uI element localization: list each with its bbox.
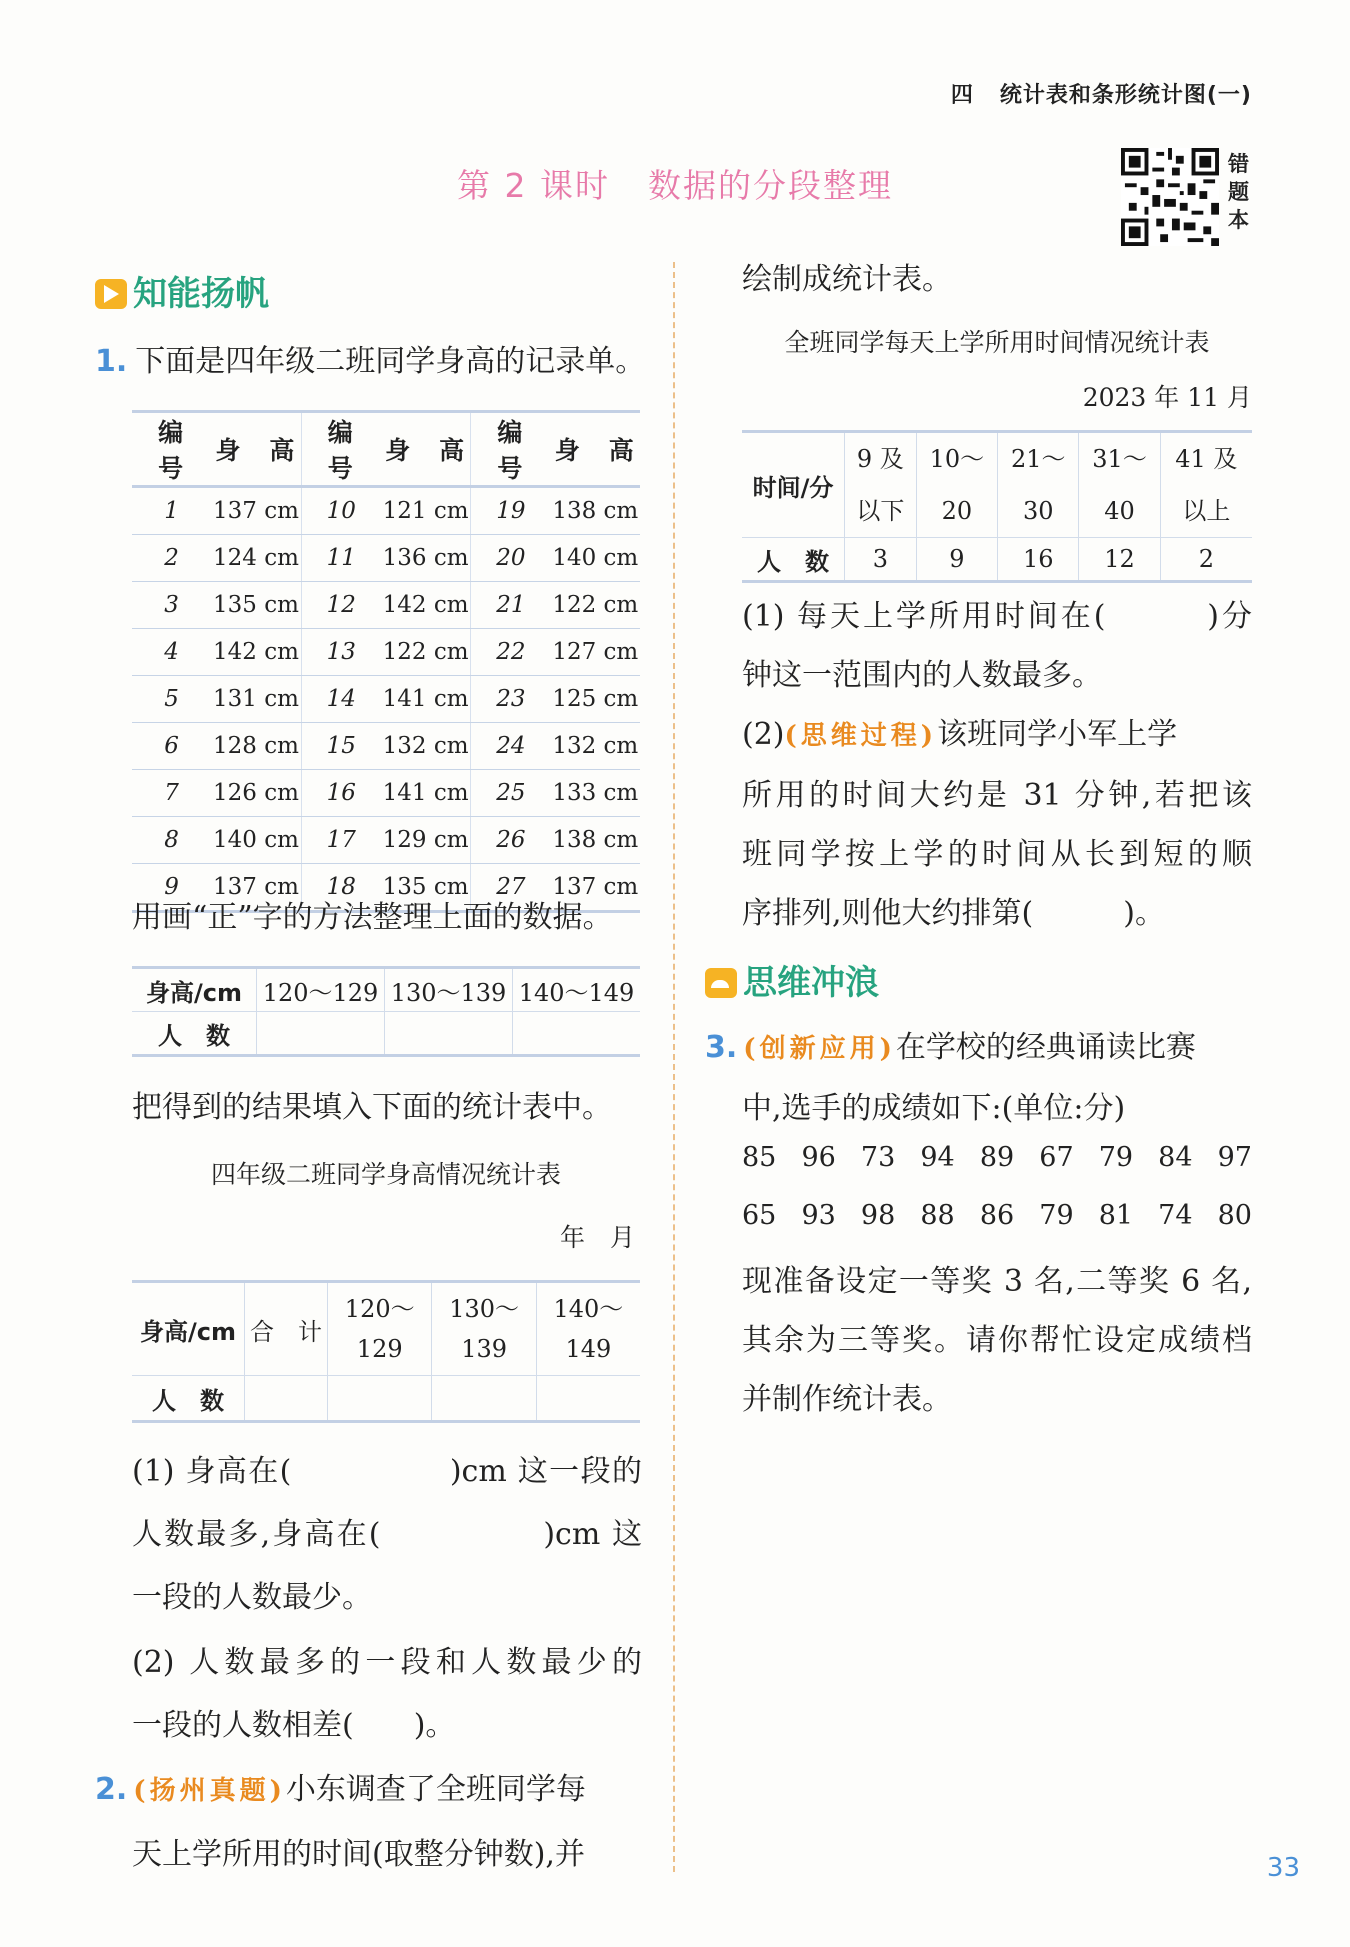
q1-number: 1. [95, 344, 128, 379]
score-value: 81 [1098, 1200, 1134, 1231]
height-cell: 135 cm [211, 582, 301, 629]
stat-cell[interactable] [536, 1376, 640, 1422]
stat-cell[interactable] [432, 1376, 536, 1422]
score-value: 79 [1098, 1142, 1134, 1173]
chapter-title: 统计表和条形统计图(一) [999, 83, 1252, 108]
height-cell: 128 cm [211, 723, 301, 770]
height-cell: 138 cm [551, 817, 640, 864]
score-value: 97 [1217, 1142, 1252, 1173]
column-divider [673, 262, 675, 1872]
q2-prompt-continued: 绘制成统计表。 [742, 262, 952, 297]
score-value: 88 [920, 1200, 955, 1231]
student-number-cell: 13 [301, 629, 381, 676]
student-number-cell: 1 [132, 487, 211, 535]
height-stat-table-date: 年 月 [559, 1223, 635, 1252]
lesson-number: 第 2 课时 [457, 166, 610, 205]
wave-icon [705, 968, 737, 998]
student-number-cell: 24 [471, 723, 551, 770]
student-number-cell: 7 [132, 770, 211, 817]
student-number-cell: 25 [471, 770, 551, 817]
lesson-name: 数据的分段整理 [647, 166, 893, 205]
tally-table: 身高/cm 120～129 130～139 140～149 人 数 [132, 966, 640, 1057]
student-number-cell: 17 [301, 817, 381, 864]
q1-subquestion-1: (1) 身高在( )cm 这一段的 人数最多,身高在( )cm 这 一段的人数最少。 [132, 1454, 642, 1615]
tally-instruction: 用画“正”字的方法整理上面的数据。 [132, 900, 613, 935]
section-title-siwei: 思维冲浪 [705, 955, 879, 1004]
table-row [132, 582, 640, 629]
height-cell: 138 cm [551, 487, 640, 535]
q3-number: 3. [705, 1030, 738, 1065]
scores-row-2 [742, 1200, 1252, 1231]
height-cell: 141 cm [381, 676, 471, 723]
student-number-cell: 5 [132, 676, 211, 723]
student-number-cell: 4 [132, 629, 211, 676]
score-value: 79 [1039, 1200, 1074, 1231]
score-value: 93 [801, 1200, 836, 1231]
height-cell: 132 cm [551, 723, 640, 770]
table-row [132, 817, 640, 864]
score-value: 65 [742, 1200, 777, 1231]
height-cell: 141 cm [381, 770, 471, 817]
height-cell: 142 cm [211, 629, 301, 676]
table-row [132, 676, 640, 723]
height-stat-table: 身高/cm 合 计 120～ 129 130～ 139 140～ 149 人 数 [132, 1280, 640, 1423]
height-cell: 122 cm [551, 582, 640, 629]
score-value: 85 [742, 1142, 777, 1173]
q2-prompt: 2. (扬州真题)小东调查了全班同学每 天上学所用的时间(取整分钟数),并 [95, 1772, 586, 1872]
table-row [132, 535, 640, 582]
score-value: 86 [979, 1200, 1015, 1231]
table-row [132, 629, 640, 676]
height-cell: 127 cm [551, 629, 640, 676]
score-value: 73 [860, 1142, 896, 1173]
student-number-cell: 10 [301, 487, 381, 535]
time-stat-table: 时间/分 9 及 以下 10～ 20 21～ 30 31～ 40 41 及 以上 人 数 3 9 16 12 2 [742, 430, 1252, 583]
student-number-cell: 20 [471, 535, 551, 582]
score-value: 89 [979, 1142, 1015, 1173]
q2-tag: (扬州真题) [133, 1776, 286, 1806]
chapter-number: 四 [950, 83, 974, 108]
q2-number: 2. [95, 1772, 128, 1807]
sail-flag-icon [95, 279, 127, 309]
height-cell: 122 cm [381, 629, 471, 676]
student-number-cell: 18 [301, 864, 381, 912]
q1-subquestion-2: (2) 人数最多的一段和人数最少的 一段的人数相差( )。 [132, 1645, 642, 1743]
qr-label: 错 题 本 [1228, 152, 1249, 232]
height-cell: 126 cm [211, 770, 301, 817]
q1-prompt: 1. 下面是四年级二班同学身高的记录单。 [95, 344, 646, 379]
q2-subquestion-1: (1) 每天上学所用时间在( )分 钟这一范围内的人数最多。 [742, 599, 1252, 693]
height-cell: 140 cm [551, 535, 640, 582]
student-number-cell: 26 [471, 817, 551, 864]
student-number-cell: 6 [132, 723, 211, 770]
section-title-zhineng: 知能扬帆 [95, 266, 269, 315]
height-cell: 133 cm [551, 770, 640, 817]
student-number-cell: 21 [471, 582, 551, 629]
q3-instructions: 现准备设定一等奖 3 名,二等奖 6 名, 其余为三等奖。请你帮忙设定成绩档 并制作统计表。 [742, 1264, 1252, 1417]
height-cell: 140 cm [211, 817, 301, 864]
height-cell: 136 cm [381, 535, 471, 582]
q3-tag: (创新应用) [743, 1034, 896, 1064]
table-row [132, 723, 640, 770]
stat-cell[interactable] [245, 1376, 328, 1422]
height-cell: 137 cm [211, 864, 301, 912]
height-record-table: 编 号 身 高 编 号 身 高 编 号 身 高 1 137 cm 10 121 cm 19 138 cm 2 124 cm 11 136 cm 20 140 cm 3 135 cm 12 142 cm 21 122 cm 4 142 cm 13 122 cm 22 127 cm 5 131 cm 14 141 cm 23 125 cm 6 128 cm 15 132 cm 24 132 cm 7 126 cm 16 141 cm 25 133 cm 8 140 cm 17 129 cm 26 138 cm 9 137 cm 18 135 cm 27 137 cm [132, 410, 640, 913]
score-value: 74 [1158, 1200, 1193, 1231]
student-number-cell: 14 [301, 676, 381, 723]
height-cell: 137 cm [551, 864, 640, 912]
time-stat-table-title: 全班同学每天上学所用时间情况统计表 [784, 328, 1210, 357]
height-cell: 129 cm [381, 817, 471, 864]
score-value: 67 [1039, 1142, 1074, 1173]
stat-cell[interactable] [328, 1376, 432, 1422]
student-number-cell: 27 [471, 864, 551, 912]
table-row [132, 770, 640, 817]
student-number-cell: 15 [301, 723, 381, 770]
student-number-cell: 12 [301, 582, 381, 629]
time-stat-table-date: 2023 年 11 月 [1082, 383, 1252, 412]
height-cell: 137 cm [211, 487, 301, 535]
score-value: 80 [1217, 1200, 1252, 1231]
student-number-cell: 19 [471, 487, 551, 535]
score-value: 98 [860, 1200, 896, 1231]
tally-cell[interactable] [257, 1012, 385, 1056]
height-cell: 124 cm [211, 535, 301, 582]
fill-instruction: 把得到的结果填入下面的统计表中。 [132, 1090, 612, 1125]
height-cell: 132 cm [381, 723, 471, 770]
student-number-cell: 8 [132, 817, 211, 864]
student-number-cell: 3 [132, 582, 211, 629]
student-number-cell: 9 [132, 864, 211, 912]
height-cell: 125 cm [551, 676, 640, 723]
student-number-cell: 2 [132, 535, 211, 582]
student-number-cell: 22 [471, 629, 551, 676]
student-number-cell: 11 [301, 535, 381, 582]
qr-code-icon[interactable] [1120, 148, 1220, 246]
height-cell: 142 cm [381, 582, 471, 629]
score-value: 84 [1158, 1142, 1193, 1173]
chapter-header [951, 78, 1252, 109]
table-row [132, 487, 640, 535]
score-value: 96 [801, 1142, 836, 1173]
height-cell: 121 cm [381, 487, 471, 535]
q3-prompt: 3. (创新应用)在学校的经典诵读比赛 中,选手的成绩如下:(单位:分) [705, 1030, 1196, 1126]
page-number: 33 [1266, 1853, 1300, 1883]
q2-sub2-tag: (思维过程) [784, 721, 938, 751]
scores-row-1 [742, 1142, 1252, 1173]
student-number-cell: 23 [471, 676, 551, 723]
tally-cell[interactable] [385, 1012, 513, 1056]
student-number-cell: 16 [301, 770, 381, 817]
q2-subquestion-2: (2)(思维过程)该班同学小军上学 所用的时间大约是 31 分钟,若把该 班同学按上学的时间从长到短的顺 序排列,则他大约排第( )。 [742, 717, 1252, 931]
height-cell: 135 cm [381, 864, 471, 912]
tally-cell[interactable] [513, 1012, 640, 1056]
height-stat-table-title: 四年级二班同学身高情况统计表 [210, 1160, 561, 1189]
height-cell: 131 cm [211, 676, 301, 723]
score-value: 94 [920, 1142, 955, 1173]
